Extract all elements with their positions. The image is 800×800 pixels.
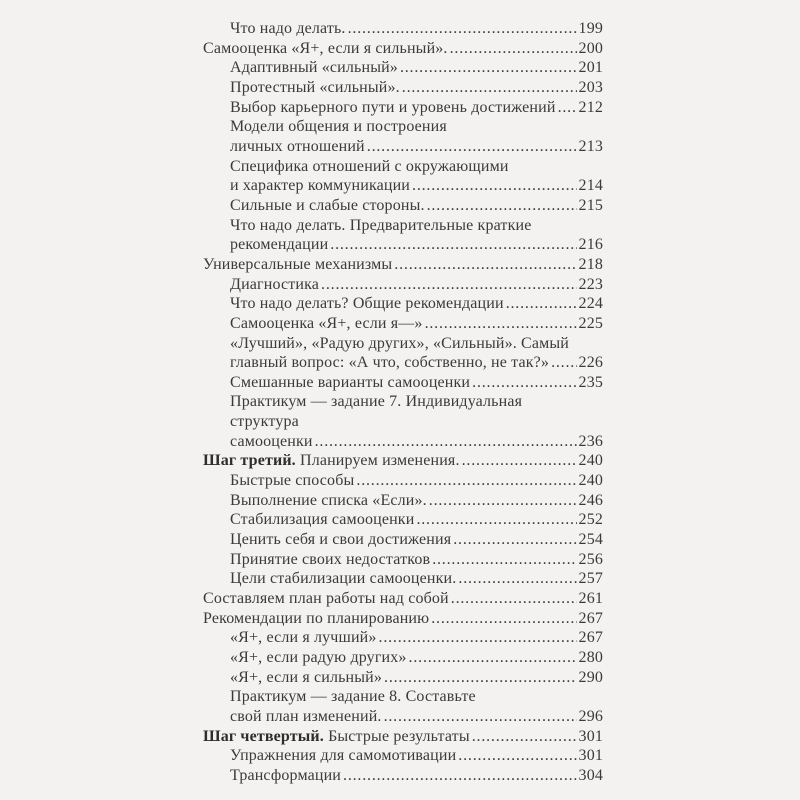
toc-entry-text: Цели стабилизации самооценки. — [230, 570, 457, 588]
toc-page-number: 223 — [578, 275, 603, 293]
table-of-contents — [203, 19, 603, 786]
toc-entry-text: Планируем изменения. — [295, 452, 460, 470]
toc-entry — [203, 196, 603, 216]
toc-page-number: 304 — [578, 766, 603, 784]
toc-line — [203, 451, 603, 471]
toc-entry-text: Принятие своих недостатков — [230, 550, 431, 568]
toc-entry — [203, 334, 603, 373]
toc-entry-title — [230, 746, 456, 766]
toc-line — [203, 589, 603, 609]
toc-entry-text: Сильные и слабые стороны. — [230, 196, 425, 214]
dot-leader — [315, 432, 577, 452]
toc-page-number: 212 — [578, 98, 603, 116]
toc-entry — [203, 255, 603, 275]
toc-entry-title — [230, 569, 456, 589]
toc-line — [203, 569, 603, 589]
toc-entry-title — [230, 491, 427, 511]
toc-entry-text: Быстрые способы — [230, 472, 355, 490]
toc-entry — [203, 510, 603, 530]
toc-entry — [203, 314, 603, 334]
toc-line — [203, 471, 603, 491]
dot-leader — [367, 137, 577, 157]
toc-entry-text: личных отношений — [230, 137, 365, 155]
dot-leader — [409, 648, 577, 668]
toc-entry-text: Самооценка «Я+, если я—» — [230, 314, 423, 332]
toc-entry-text: главный вопрос: «А что, собственно, не так?» — [230, 354, 550, 372]
toc-entry — [203, 589, 603, 609]
toc-line — [203, 58, 603, 78]
toc-entry — [203, 668, 603, 688]
toc-entry-title — [230, 19, 346, 39]
toc-page-number: 240 — [578, 452, 603, 470]
toc-entry-text: Рекомендации по планированию — [203, 609, 430, 627]
toc-entry-title — [230, 668, 382, 688]
dot-leader — [402, 78, 577, 98]
toc-entry-title — [230, 353, 549, 373]
toc-line — [203, 117, 603, 137]
toc-line — [203, 176, 603, 196]
toc-entry-step-label: Шаг третий. — [203, 452, 296, 470]
toc-line — [203, 766, 603, 786]
toc-line — [203, 19, 603, 39]
toc-entry-text: «Я+, если радую других» — [230, 649, 407, 666]
toc-line — [203, 334, 603, 354]
toc-line — [203, 294, 603, 314]
toc-entry-title — [230, 176, 410, 196]
toc-entry-text: Практикум — задание 7. Индивидуальная — [230, 393, 523, 411]
toc-entry-text: Выполнение списка «Если». — [230, 491, 427, 509]
toc-entry-title — [230, 628, 377, 648]
toc-line — [203, 491, 603, 511]
toc-page-number: 199 — [578, 20, 603, 37]
toc-entry-title — [230, 235, 328, 255]
toc-line — [203, 98, 603, 118]
toc-entry-title — [230, 157, 509, 177]
toc-line — [203, 746, 603, 766]
dot-leader — [321, 275, 577, 295]
dot-leader — [379, 628, 577, 648]
dot-leader — [506, 294, 577, 314]
toc-entry-title — [203, 589, 449, 609]
dot-leader — [551, 353, 576, 373]
toc-entry-title — [230, 432, 313, 452]
toc-entry-title — [230, 510, 414, 530]
toc-entry-title — [203, 39, 448, 59]
toc-entry-title — [230, 196, 425, 216]
toc-page-number: 214 — [578, 177, 603, 195]
toc-entry-text: Упражнения для самомотивации — [230, 747, 457, 765]
toc-entry-text: Что надо делать? Общие рекомендации — [230, 295, 504, 313]
toc-entry — [203, 275, 603, 295]
toc-line — [203, 157, 603, 177]
toc-entry-title — [230, 275, 319, 295]
toc-entry-title — [230, 58, 398, 78]
dot-leader — [384, 707, 577, 727]
toc-entry-text: Самооценка «Я+, если я сильный». — [203, 39, 448, 57]
toc-page-number: 256 — [578, 550, 603, 568]
toc-entry — [203, 451, 603, 471]
toc-entry-text: Трансформации — [230, 766, 342, 784]
toc-entry — [203, 491, 603, 511]
toc-entry — [203, 392, 603, 451]
toc-line — [203, 510, 603, 530]
toc-entry — [203, 550, 603, 570]
toc-entry-text: Адаптивный «сильный» — [230, 59, 398, 77]
toc-entry-title — [203, 609, 429, 629]
toc-entry-text: самооценки — [230, 432, 313, 450]
dot-leader — [412, 176, 577, 196]
toc-entry-title — [230, 530, 451, 550]
dot-leader — [343, 766, 577, 786]
toc-entry-text: и характер коммуникации — [230, 177, 411, 195]
toc-page-number: 201 — [578, 59, 603, 77]
toc-entry-text: рекомендации — [230, 236, 329, 254]
toc-entry-title — [230, 98, 556, 118]
toc-line — [203, 707, 603, 727]
toc-line — [203, 314, 603, 334]
toc-entry-title — [230, 766, 341, 786]
toc-entry — [203, 530, 603, 550]
toc-entry-text: Универсальные механизмы — [203, 255, 393, 273]
toc-page-number: 280 — [578, 649, 603, 666]
toc-page-number: 301 — [578, 727, 603, 745]
toc-line — [203, 668, 603, 688]
toc-line — [203, 530, 603, 550]
toc-entry-text: Составляем план работы над собой — [203, 590, 449, 608]
toc-entry — [203, 78, 603, 98]
dot-leader — [458, 746, 576, 766]
toc-page-number: 246 — [578, 491, 603, 509]
dot-leader — [432, 550, 576, 570]
toc-page-number: 236 — [578, 432, 603, 450]
toc-entry — [203, 609, 603, 629]
dot-leader — [453, 530, 576, 550]
toc-entry-title — [230, 648, 407, 668]
toc-entry-text: структура — [230, 413, 299, 431]
toc-entry-text: Что надо делать. Предварительные краткие — [230, 216, 532, 234]
toc-entry-text: Специфика отношений с окружающими — [230, 157, 509, 175]
dot-leader — [425, 314, 577, 334]
dot-leader — [558, 98, 577, 118]
toc-page-number: 296 — [578, 707, 603, 725]
toc-line — [203, 78, 603, 98]
toc-entry — [203, 19, 603, 39]
dot-leader — [356, 471, 576, 491]
toc-page-number: 261 — [578, 590, 603, 608]
toc-entry — [203, 157, 603, 196]
toc-line — [203, 235, 603, 255]
toc-entry — [203, 628, 603, 648]
toc-line — [203, 392, 603, 412]
toc-line — [203, 727, 603, 747]
toc-page-number: 301 — [578, 747, 603, 765]
dot-leader — [400, 58, 577, 78]
dot-leader — [429, 491, 577, 511]
dot-leader — [427, 196, 577, 216]
toc-page-number: 203 — [578, 78, 603, 96]
dot-leader — [416, 510, 576, 530]
toc-entry-title — [230, 294, 504, 314]
dot-leader — [472, 727, 577, 747]
toc-page-number: 240 — [578, 472, 603, 490]
toc-entry-text: «Я+, если я лучший» — [230, 629, 377, 647]
toc-line — [203, 39, 603, 59]
toc-page-number: 235 — [578, 373, 603, 391]
toc-line — [203, 196, 603, 216]
toc-entry — [203, 98, 603, 118]
toc-page-number: 225 — [578, 314, 603, 332]
toc-line — [203, 137, 603, 157]
toc-page-number: 226 — [578, 354, 603, 372]
toc-entry-title — [230, 373, 470, 393]
toc-entry — [203, 648, 603, 668]
toc-entry-title — [230, 471, 354, 491]
toc-entry — [203, 569, 603, 589]
dot-leader — [348, 19, 577, 39]
toc-line — [203, 373, 603, 393]
toc-entry-text: «Лучший», «Радую других», «Сильный». Самый — [230, 334, 569, 352]
toc-page-number: 257 — [578, 570, 603, 588]
dot-leader — [431, 609, 576, 629]
dot-leader — [384, 668, 577, 688]
toc-page-number: 252 — [578, 511, 603, 529]
toc-entry-text: Протестный «сильный». — [230, 78, 400, 96]
toc-entry-title — [203, 255, 392, 275]
dot-leader — [450, 39, 577, 59]
toc-page-number: 267 — [578, 629, 603, 647]
toc-page-number: 254 — [578, 531, 603, 549]
toc-entry-text: Практикум — задание 8. Составьте — [230, 688, 476, 706]
toc-page-number: 218 — [578, 255, 603, 273]
toc-entry-title — [230, 137, 365, 157]
toc-line — [203, 216, 603, 236]
toc-entry — [203, 39, 603, 59]
toc-entry — [203, 58, 603, 78]
toc-entry — [203, 117, 603, 156]
dot-leader — [472, 373, 576, 393]
toc-line — [203, 628, 603, 648]
toc-line — [203, 353, 603, 373]
toc-entry-text: Ценить себя и свои достижения — [230, 531, 452, 549]
toc-entry — [203, 373, 603, 393]
toc-entry-title — [230, 412, 299, 432]
toc-page-number: 224 — [578, 295, 603, 313]
toc-entry-text: Диагностика — [230, 275, 320, 293]
toc-entry-title — [230, 392, 522, 412]
toc-entry — [203, 471, 603, 491]
toc-entry-text: Стабилизация самооценки — [230, 511, 415, 529]
toc-page-number: 200 — [578, 39, 603, 57]
toc-entry-text: Выбор карьерного пути и уровень достижений — [230, 98, 556, 116]
toc-entry-title — [230, 550, 430, 570]
toc-entry-title — [230, 707, 382, 727]
toc-entry-text: Что надо делать. — [230, 20, 346, 37]
toc-line — [203, 432, 603, 452]
toc-entry — [203, 766, 603, 786]
toc-line — [203, 275, 603, 295]
toc-line — [203, 255, 603, 275]
toc-entry-text: Смешанные варианты самооценки — [230, 373, 471, 391]
dot-leader — [462, 451, 577, 471]
toc-line — [203, 648, 603, 668]
toc-line — [203, 609, 603, 629]
toc-entry-text: свой план изменений. — [230, 707, 382, 725]
toc-entry-text: Модели общения и построения — [230, 118, 447, 136]
dot-leader — [394, 255, 576, 275]
toc-entry-text: «Я+, если я сильный» — [230, 668, 383, 686]
toc-entry-title — [230, 314, 423, 334]
toc-entry-title — [230, 78, 400, 98]
dot-leader — [451, 589, 577, 609]
toc-page-number: 213 — [578, 137, 603, 155]
toc-entry-text: Быстрые результаты — [323, 727, 470, 745]
toc-entry — [203, 216, 603, 255]
dot-leader — [330, 235, 576, 255]
toc-entry-title — [230, 687, 476, 707]
toc-line — [203, 687, 603, 707]
toc-entry-title — [230, 117, 447, 137]
dot-leader — [458, 569, 576, 589]
toc-entry-title — [230, 216, 531, 236]
toc-entry — [203, 727, 603, 747]
toc-entry-title — [203, 727, 470, 747]
toc-entry-title — [230, 334, 569, 354]
toc-page-number: 216 — [578, 236, 603, 254]
toc-entry — [203, 294, 603, 314]
toc-line — [203, 550, 603, 570]
toc-page-number: 215 — [578, 196, 603, 214]
toc-page-number: 267 — [578, 609, 603, 627]
toc-entry-title — [203, 451, 460, 471]
toc-page-number: 290 — [578, 668, 603, 686]
toc-line — [203, 412, 603, 432]
toc-entry — [203, 687, 603, 726]
toc-entry — [203, 746, 603, 766]
toc-entry-step-label: Шаг четвертый. — [203, 727, 324, 745]
